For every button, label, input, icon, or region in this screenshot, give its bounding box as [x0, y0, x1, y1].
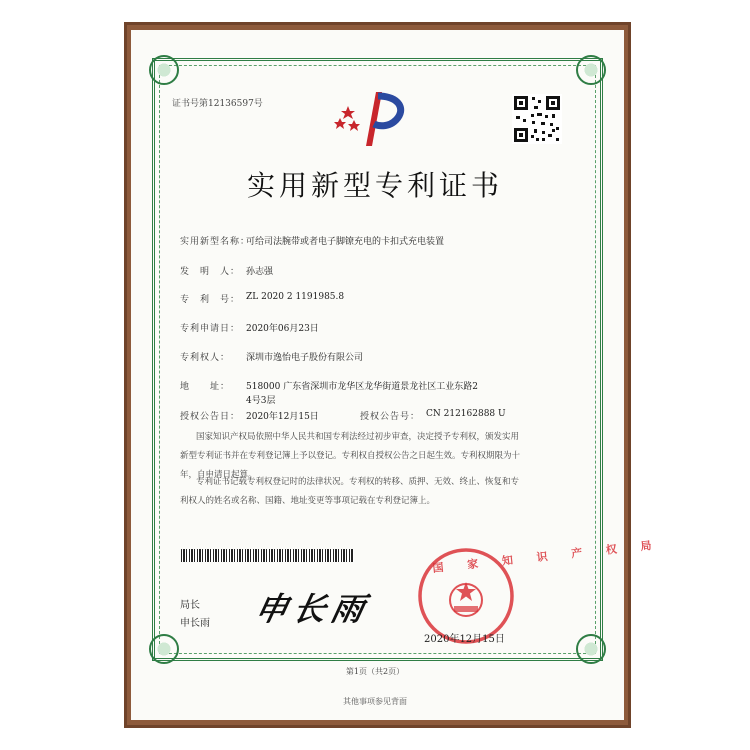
grant-date-value: 2020年12月15日 — [246, 412, 319, 422]
inventor-value: 孙志强 — [246, 267, 274, 277]
stamp-date: 2020年12月15日 — [424, 634, 505, 645]
address-label: 地 址： — [180, 382, 231, 392]
page-indicator: 第1页（共2页） — [345, 667, 405, 676]
address-line-1: 518000 广东省深圳市龙华区龙华街道景龙社区工业东路2 — [246, 382, 478, 392]
patentee-value: 深圳市逸怡电子股份有限公司 — [246, 353, 364, 363]
paragraph-line: 新型专利证书并在专利登记簿上予以登记。专利权自授权公告之日起生效。专利权期限为十 — [180, 451, 521, 461]
handwritten-signature — [251, 584, 375, 630]
patent-office-logo-icon — [330, 88, 410, 150]
footer-note: 其他事项参见背面 — [343, 697, 407, 706]
certificate-title: 实用新型专利证书 — [246, 169, 503, 202]
grant-date-label: 授权公告日： — [180, 412, 241, 422]
name-value: 可给司法腕带或者电子脚镣充电的卡扣式充电装置 — [246, 237, 445, 247]
paragraph-line: 国家知识产权局依照中华人民共和国专利法经过初步审查，决定授予专利权，颁发实用 — [196, 432, 520, 442]
filing-date-value: 2020年06月23日 — [246, 324, 319, 334]
paragraph-line: 年，自申请日起算。 — [180, 470, 257, 480]
certificate-number: 证书号第12136597号 — [172, 99, 263, 109]
legal-status-paragraph — [180, 473, 590, 511]
patentee-label: 专利权人： — [180, 353, 231, 363]
border-corner-ornament — [576, 634, 606, 664]
border-corner-ornament — [576, 55, 606, 85]
patent-number-value: ZL 2020 2 1191985.8 — [246, 292, 345, 302]
seal-lettering: 国 家 知 识 产 权 局 — [432, 538, 663, 575]
name-label: 实用新型名称： — [180, 237, 251, 247]
filing-date-label: 专利申请日： — [180, 324, 241, 334]
paragraph-line: 专利证书记载专利权登记时的法律状况。专利权的转移、质押、无效、终止、恢复和专 — [196, 477, 520, 487]
address-line-2: 4号3层 — [246, 396, 276, 406]
inventor-label: 发 明 人： — [180, 267, 241, 277]
signature-text: 申长雨 — [251, 590, 374, 628]
qr-code-icon — [512, 94, 562, 144]
border-corner-ornament — [149, 55, 179, 85]
director-name: 申长雨 — [180, 618, 210, 629]
paragraph-line: 利权人的姓名或名称、国籍、地址变更等事项记载在专利登记簿上。 — [180, 496, 436, 506]
grant-number-value: CN 212162888 U — [426, 409, 506, 419]
patent-number-label: 专 利 号： — [180, 295, 241, 305]
director-title: 局长 — [180, 600, 200, 611]
barcode — [181, 549, 354, 562]
border-corner-ornament — [149, 634, 179, 664]
grant-number-label: 授权公告号： — [360, 412, 421, 422]
